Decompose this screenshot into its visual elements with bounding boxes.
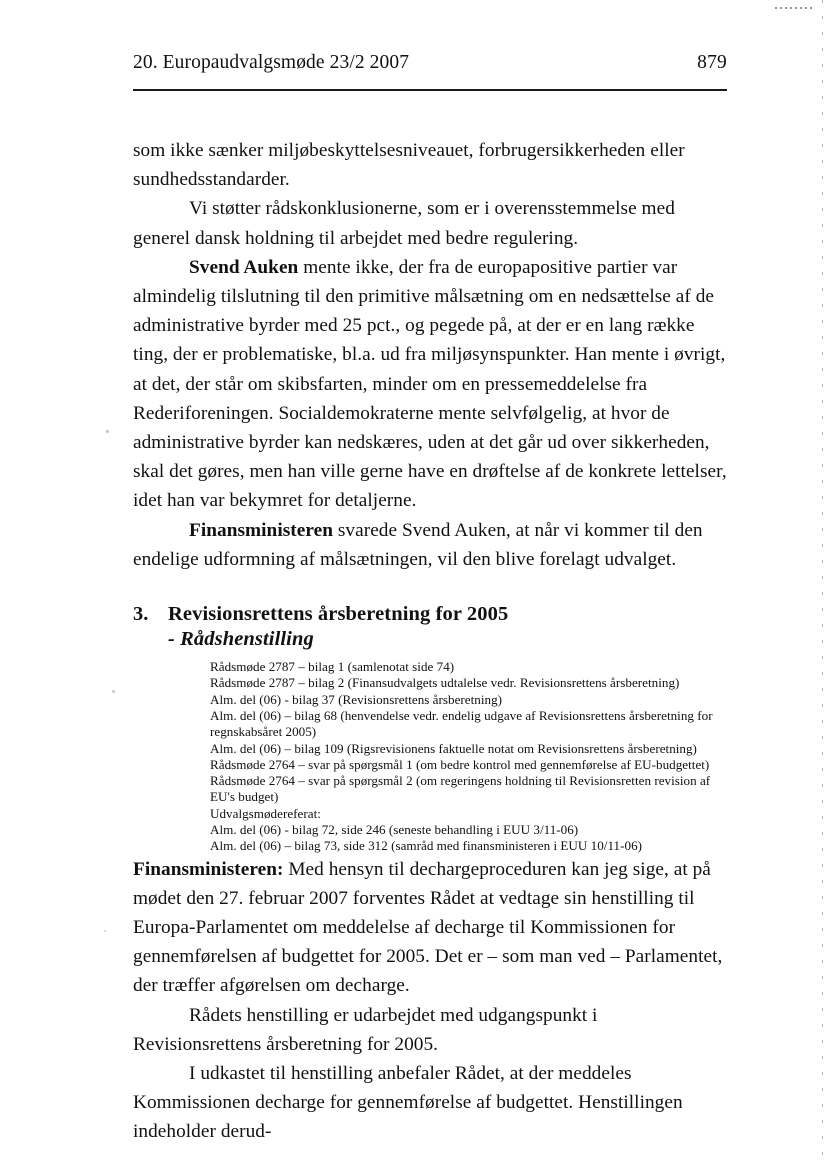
reference-item: Rådsmøde 2787 – bilag 2 (Finansudvalgets udtalelse vedr. Revisionsrettens årsberetning) (210, 675, 680, 691)
speaker-name: Finansministeren (189, 519, 333, 541)
reference-item: Alm. del (06) – bilag 109 (Rigsrevisionens faktuelle notat om Revisionsrettens årsberetning) (210, 740, 697, 756)
reference-item: Alm. del (06) - bilag 72, side 246 (seneste behandling i EUU 3/11-06) (210, 822, 579, 838)
header-divider-rule (133, 89, 727, 91)
page-header-title: 20. Europaudvalgsmøde 23/2 2007 (133, 52, 410, 73)
page-header (133, 52, 727, 74)
paragraph: som ikke sænker miljøbeskyttelsesniveauet, forbrugersikkerheden eller sundhedsstandarder. (133, 140, 685, 191)
document-body (133, 136, 730, 1147)
section-subtitle: - Rådshenstilling (168, 628, 314, 651)
paragraph (133, 516, 730, 574)
paragraph-text: Med hensyn til dechargeproceduren kan jeg sige, at på mødet den 27. februar 2007 forventes Rådet at vedtage sin henstilling til Europa-Parlamentet om meddelelse af decharge til Kommissionen for gennemførelsen af budgettet for 2005. Det er – som man ved – Parlamentet, der træffer afgørelsen om decharge. (133, 858, 723, 997)
reference-item: Rådsmøde 2787 – bilag 1 (samlenotat side 74) (210, 659, 455, 675)
scan-speck-artifact (112, 690, 115, 693)
reference-item: Alm. del (06) – bilag 68 (henvendelse vedr. endelig udgave af Revisionsrettens årsberetning for regnskabsåret 2005) (210, 707, 713, 740)
reference-list (210, 659, 730, 855)
scan-speck-artifact (106, 430, 109, 433)
section-title: Revisionsrettens årsberetning for 2005 (168, 603, 509, 626)
paragraph: Vi støtter rådskonklusionerne, som er i overensstemmelse med generel dansk holdning til arbejdet med bedre regulering. (133, 198, 675, 249)
paragraph (133, 253, 730, 516)
paragraph: Rådets henstilling er udarbejdet med udgangspunkt i Revisionsrettens årsberetning for 2005. (133, 1004, 598, 1055)
paragraph: I udkastet til henstilling anbefaler Rådet, at der meddeles Kommissionen decharge for gennemførelse af budgettet. Henstillingen indeholder derud- (133, 1063, 683, 1143)
reference-item: Rådsmøde 2764 – svar på spørgsmål 1 (om bedre kontrol med gennemførelse af EU-budgettet) (210, 756, 710, 772)
speaker-name: Svend Auken (189, 256, 299, 278)
scan-speck-artifact (104, 930, 106, 932)
page-number: 879 (697, 52, 727, 73)
reference-item: Rådsmøde 2764 – svar på spørgsmål 2 (om regeringens holdning til Revisionsretten revision af EU's budget) (210, 773, 711, 805)
reference-item: Alm. del (06) - bilag 37 (Revisionsrettens årsberetning) (210, 691, 503, 707)
paragraph (133, 855, 730, 1001)
reference-item: Udvalgsmødereferat: (210, 805, 321, 821)
speaker-name: Finansministeren: (133, 858, 284, 880)
reference-item: Alm. del (06) – bilag 73, side 312 (samråd med finansministeren i EUU 10/11-06) (210, 838, 643, 854)
paragraph-text: svarede Svend Auken, at når vi kommer til den endelige udformning af målsætningen, vil den blive forelagt udvalget. (133, 519, 703, 570)
section-number: 3. (133, 603, 149, 626)
paragraph-text: mente ikke, der fra de europapositive partier var almindelig tilslutning til den primitive målsætning om en nedsættelse af de administrative byrder med 25 pct., og pegede på, at der er en lang række ting, der er problematiske, bl.a. ud fra miljøsynspunkter. Han mente i øvrigt, at det, der står om skibsfarten, minder om en pressemeddelelse fra Rederiforeningen. Socialdemokraterne mente selvfølgelig, at hvor de administrative byrder kan nedskæres, uden at det går ud over sikkerheden, skal det gøres, men han ville gerne have en drøftelse af de konkrete lettelser, idet han var bekymret for detaljerne. (133, 256, 727, 512)
section-heading (133, 603, 730, 626)
scan-edge-artifact (822, 0, 823, 1167)
scan-mark-artifact (775, 7, 815, 9)
